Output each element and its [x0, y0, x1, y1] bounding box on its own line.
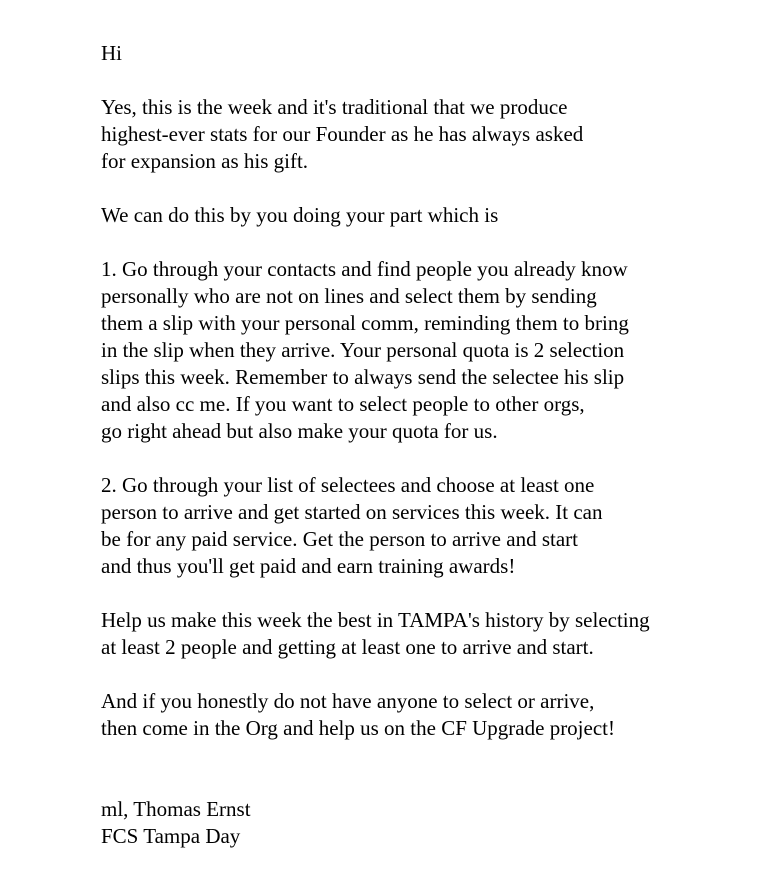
text-line: slips this week. Remember to always send the selectee his slip	[101, 365, 625, 389]
text-line: Help us make this week the best in TAMPA's history by selecting	[101, 608, 650, 632]
signature	[101, 796, 751, 850]
greeting	[101, 40, 751, 67]
text-line: And if you honestly do not have anyone to select or arrive,	[101, 689, 595, 713]
text-line: 1. Go through your contacts and find people you already know	[101, 257, 628, 281]
text-line: and thus you'll get paid and earn training awards!	[101, 554, 516, 578]
paragraph-step-1	[101, 256, 751, 445]
text-line: be for any paid service. Get the person to arrive and start	[101, 527, 578, 551]
text-line: them a slip with your personal comm, reminding them to bring	[101, 311, 629, 335]
text-line: in the slip when they arrive. Your personal quota is 2 selection	[101, 338, 625, 362]
text-line: Yes, this is the week and it's traditional that we produce	[101, 95, 568, 119]
paragraph-help	[101, 607, 751, 661]
text-line: for expansion as his gift.	[101, 149, 309, 173]
text-line: We can do this by you doing your part which is	[101, 203, 499, 227]
text-line: then come in the Org and help us on the CF Upgrade project!	[101, 716, 615, 740]
text-line: and also cc me. If you want to select people to other orgs,	[101, 392, 585, 416]
text-line: go right ahead but also make your quota for us.	[101, 419, 498, 443]
text-line: personally who are not on lines and select them by sending	[101, 284, 597, 308]
text-line: person to arrive and get started on services this week. It can	[101, 500, 603, 524]
text-line: highest-ever stats for our Founder as he has always asked	[101, 122, 584, 146]
paragraph-intro	[101, 94, 751, 175]
greeting-text: Hi	[101, 41, 122, 65]
paragraph-step-2	[101, 472, 751, 580]
signature-name: ml, Thomas Ernst	[101, 797, 251, 821]
paragraph-part	[101, 202, 751, 229]
text-line: 2. Go through your list of selectees and choose at least one	[101, 473, 595, 497]
signature-title: FCS Tampa Day	[101, 824, 241, 848]
paragraph-closing	[101, 688, 751, 742]
text-line: at least 2 people and getting at least one to arrive and start.	[101, 635, 594, 659]
letter-body	[101, 40, 751, 877]
